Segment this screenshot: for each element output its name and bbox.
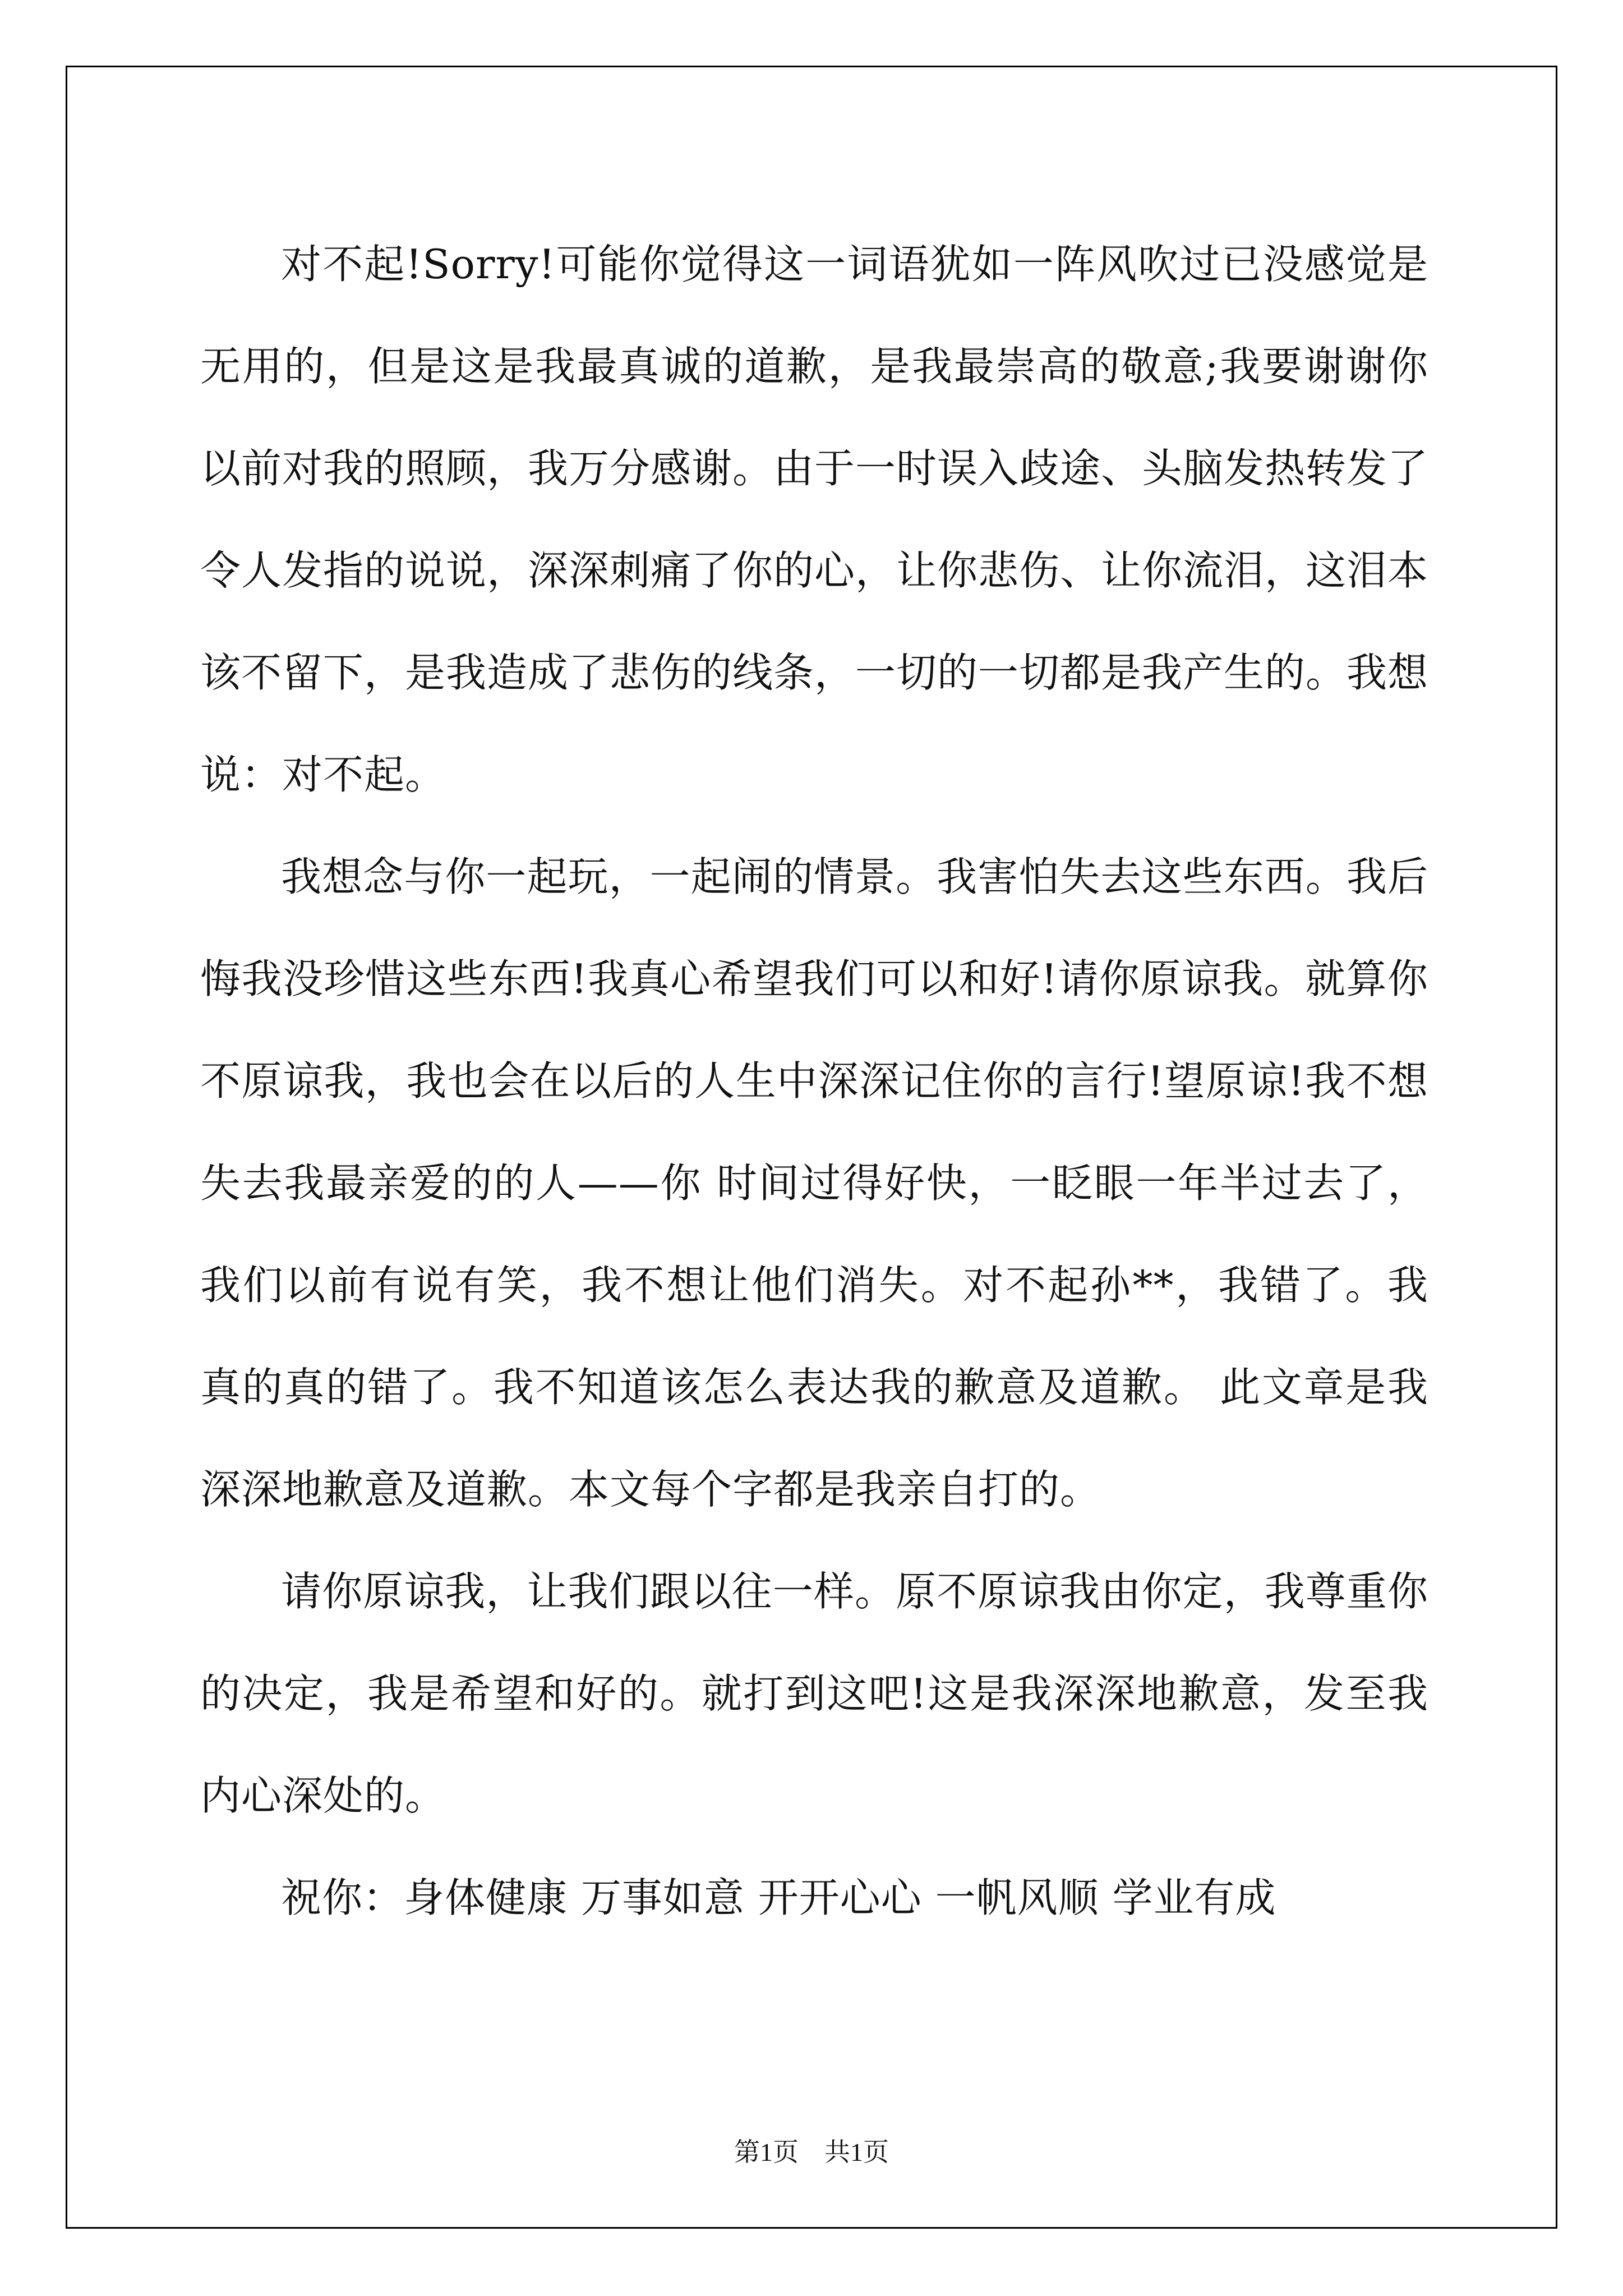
blessing-line: 祝你：身体健康 万事如意 开开心心 一帆风顺 学业有成 — [281, 1874, 1276, 1921]
page-footer: 第1页 共1页 — [734, 2138, 889, 2166]
paragraph-1: 对不起!Sorry!可能你觉得这一词语犹如一阵风吹过已没感觉是无用的，但是这是我最真诚的道歉，是我最崇高的敬意;我要谢谢你以前对我的照顾，我万分感谢。由于一时误入歧途、头脑发热转发了令人发指的说说，深深刺痛了你的心，让你悲伤、让你流泪，这泪本该不留下，是我造成了悲伤的线条，一切的一切都是我产生的。我想说：对不起。 — [200, 241, 1429, 798]
document-body — [200, 213, 1428, 1949]
paragraph-3: 请你原谅我，让我们跟以往一样。原不原谅我由你定，我尊重你的决定，我是希望和好的。就打到这吧!这是我深深地歉意，发至我内心深处的。 — [200, 1568, 1428, 1819]
paragraph-2: 我想念与你一起玩，一起闹的情景。我害怕失去这些东西。我后悔我没珍惜这些东西!我真心希望我们可以和好!请你原谅我。就算你不原谅我，我也会在以后的人生中深深记住你的言行!望原谅!我不想失去我最亲爱的的人——你 时间过得好快，一眨眼一年半过去了，我们以前有说有笑，我不想让他们消失。对不起孙**，我错了。我真的真的错了。我不知道该怎么表达我的歉意及道歉。 此文章是我深深地歉意及道歉。本文每个字都是我亲自打的。 — [200, 853, 1428, 1513]
